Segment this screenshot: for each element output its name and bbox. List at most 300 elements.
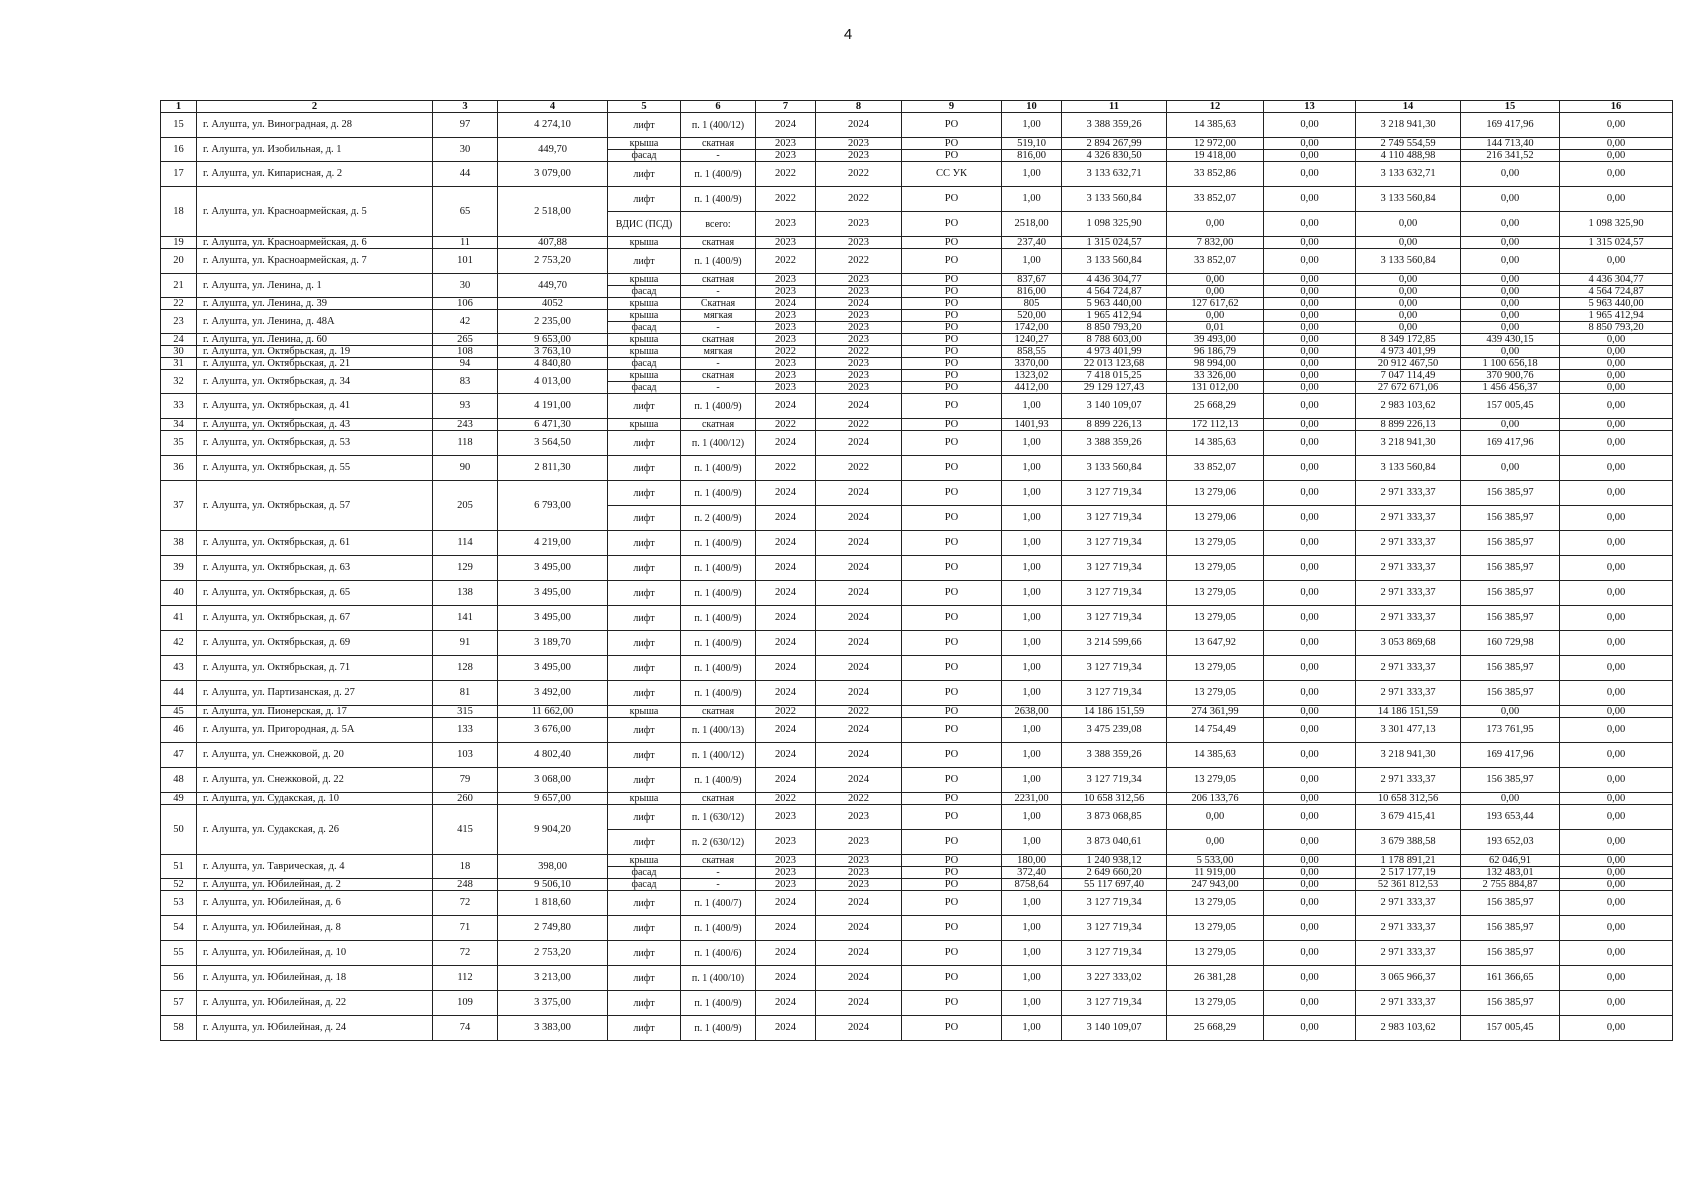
unit-cost: 26 381,28 bbox=[1167, 966, 1264, 991]
other-sources: 0,00 bbox=[1560, 150, 1673, 162]
building-address: г. Алушта, ул. Октябрьская, д. 19 bbox=[197, 346, 433, 358]
plan-year-start: 2024 bbox=[756, 656, 816, 681]
other-sources: 0,00 bbox=[1560, 879, 1673, 891]
budget-share: 0,00 bbox=[1264, 249, 1356, 274]
building-address: г. Алушта, ул. Судакская, д. 26 bbox=[197, 805, 433, 855]
plan-year-start: 2022 bbox=[756, 793, 816, 805]
fund-share: 3 133 560,84 bbox=[1356, 456, 1461, 481]
work-subtype: п. 1 (400/9) bbox=[681, 656, 756, 681]
work-subtype: - bbox=[681, 150, 756, 162]
total-cost: 3 127 719,34 bbox=[1062, 606, 1167, 631]
budget-share: 0,00 bbox=[1264, 334, 1356, 346]
unit-cost: 5 533,00 bbox=[1167, 855, 1264, 867]
budget-share: 0,00 bbox=[1264, 346, 1356, 358]
executor: РО bbox=[902, 706, 1002, 718]
executor: РО bbox=[902, 631, 1002, 656]
residents-count: 118 bbox=[433, 431, 498, 456]
total-cost: 10 658 312,56 bbox=[1062, 793, 1167, 805]
budget-share: 0,00 bbox=[1264, 768, 1356, 793]
total-cost: 3 127 719,34 bbox=[1062, 506, 1167, 531]
volume: 519,10 bbox=[1002, 138, 1062, 150]
work-subtype: п. 1 (400/9) bbox=[681, 681, 756, 706]
other-sources: 0,00 bbox=[1560, 793, 1673, 805]
unit-cost: 33 852,07 bbox=[1167, 249, 1264, 274]
plan-year-end: 2023 bbox=[816, 310, 902, 322]
other-sources: 0,00 bbox=[1560, 830, 1673, 855]
unit-cost: 14 385,63 bbox=[1167, 431, 1264, 456]
unit-cost: 39 493,00 bbox=[1167, 334, 1264, 346]
plan-year-end: 2022 bbox=[816, 793, 902, 805]
table-row bbox=[161, 793, 1673, 805]
executor: РО bbox=[902, 346, 1002, 358]
row-number: 36 bbox=[161, 456, 197, 481]
executor: РО bbox=[902, 656, 1002, 681]
work-type: лифт bbox=[608, 162, 681, 187]
building-area: 3 495,00 bbox=[498, 581, 608, 606]
unit-cost: 127 617,62 bbox=[1167, 298, 1264, 310]
plan-year-start: 2024 bbox=[756, 768, 816, 793]
owners-share: 0,00 bbox=[1461, 346, 1560, 358]
column-number-header bbox=[161, 101, 1673, 113]
fund-share: 2 517 177,19 bbox=[1356, 867, 1461, 879]
plan-year-start: 2023 bbox=[756, 879, 816, 891]
budget-share: 0,00 bbox=[1264, 298, 1356, 310]
total-cost: 3 127 719,34 bbox=[1062, 768, 1167, 793]
plan-year-start: 2024 bbox=[756, 431, 816, 456]
row-number: 20 bbox=[161, 249, 197, 274]
volume: 1,00 bbox=[1002, 681, 1062, 706]
table-row bbox=[161, 531, 1673, 556]
plan-year-start: 2024 bbox=[756, 941, 816, 966]
owners-share: 132 483,01 bbox=[1461, 867, 1560, 879]
owners-share: 0,00 bbox=[1461, 310, 1560, 322]
work-type: лифт bbox=[608, 581, 681, 606]
owners-share: 0,00 bbox=[1461, 237, 1560, 249]
row-number: 16 bbox=[161, 138, 197, 162]
other-sources: 0,00 bbox=[1560, 743, 1673, 768]
residents-count: 205 bbox=[433, 481, 498, 531]
fund-share: 2 983 103,62 bbox=[1356, 394, 1461, 419]
unit-cost: 0,01 bbox=[1167, 322, 1264, 334]
total-cost: 8 899 226,13 bbox=[1062, 419, 1167, 431]
owners-share: 0,00 bbox=[1461, 212, 1560, 237]
total-cost: 29 129 127,43 bbox=[1062, 382, 1167, 394]
plan-year-end: 2024 bbox=[816, 394, 902, 419]
plan-year-start: 2023 bbox=[756, 830, 816, 855]
total-cost: 7 418 015,25 bbox=[1062, 370, 1167, 382]
plan-year-start: 2023 bbox=[756, 237, 816, 249]
unit-cost: 13 279,05 bbox=[1167, 891, 1264, 916]
row-number: 32 bbox=[161, 370, 197, 394]
total-cost: 3 214 599,66 bbox=[1062, 631, 1167, 656]
executor: РО bbox=[902, 419, 1002, 431]
residents-count: 133 bbox=[433, 718, 498, 743]
plan-year-end: 2024 bbox=[816, 768, 902, 793]
budget-share: 0,00 bbox=[1264, 867, 1356, 879]
header-col-13: 13 bbox=[1264, 101, 1356, 113]
budget-share: 0,00 bbox=[1264, 631, 1356, 656]
other-sources: 0,00 bbox=[1560, 481, 1673, 506]
work-type: крыша bbox=[608, 793, 681, 805]
work-type: крыша bbox=[608, 274, 681, 286]
plan-year-end: 2023 bbox=[816, 370, 902, 382]
volume: 1,00 bbox=[1002, 531, 1062, 556]
residents-count: 72 bbox=[433, 891, 498, 916]
work-subtype: п. 1 (400/9) bbox=[681, 456, 756, 481]
plan-year-end: 2022 bbox=[816, 346, 902, 358]
total-cost: 3 475 239,08 bbox=[1062, 718, 1167, 743]
residents-count: 30 bbox=[433, 138, 498, 162]
plan-year-start: 2023 bbox=[756, 322, 816, 334]
building-area: 9 653,00 bbox=[498, 334, 608, 346]
budget-share: 0,00 bbox=[1264, 322, 1356, 334]
table-row bbox=[161, 681, 1673, 706]
fund-share: 3 065 966,37 bbox=[1356, 966, 1461, 991]
executor: РО bbox=[902, 1016, 1002, 1041]
executor: РО bbox=[902, 334, 1002, 346]
budget-share: 0,00 bbox=[1264, 805, 1356, 830]
residents-count: 128 bbox=[433, 656, 498, 681]
owners-share: 157 005,45 bbox=[1461, 1016, 1560, 1041]
building-area: 3 495,00 bbox=[498, 606, 608, 631]
residents-count: 315 bbox=[433, 706, 498, 718]
volume: 1,00 bbox=[1002, 991, 1062, 1016]
table-row bbox=[161, 743, 1673, 768]
row-number: 57 bbox=[161, 991, 197, 1016]
table-row bbox=[161, 187, 1673, 212]
other-sources: 0,00 bbox=[1560, 346, 1673, 358]
table-row bbox=[161, 334, 1673, 346]
row-number: 46 bbox=[161, 718, 197, 743]
fund-share: 3 218 941,30 bbox=[1356, 113, 1461, 138]
row-number: 34 bbox=[161, 419, 197, 431]
plan-year-start: 2023 bbox=[756, 138, 816, 150]
owners-share: 0,00 bbox=[1461, 274, 1560, 286]
owners-share: 156 385,97 bbox=[1461, 481, 1560, 506]
work-type: фасад bbox=[608, 322, 681, 334]
executor: РО bbox=[902, 212, 1002, 237]
volume: 1401,93 bbox=[1002, 419, 1062, 431]
executor: РО bbox=[902, 138, 1002, 150]
work-subtype: - bbox=[681, 286, 756, 298]
other-sources: 0,00 bbox=[1560, 138, 1673, 150]
owners-share: 160 729,98 bbox=[1461, 631, 1560, 656]
residents-count: 109 bbox=[433, 991, 498, 1016]
volume: 2231,00 bbox=[1002, 793, 1062, 805]
work-subtype: п. 1 (400/9) bbox=[681, 1016, 756, 1041]
work-subtype: мягкая bbox=[681, 346, 756, 358]
building-address: г. Алушта, ул. Таврическая, д. 4 bbox=[197, 855, 433, 879]
plan-year-start: 2023 bbox=[756, 358, 816, 370]
table-row bbox=[161, 274, 1673, 286]
residents-count: 114 bbox=[433, 531, 498, 556]
volume: 858,55 bbox=[1002, 346, 1062, 358]
volume: 1,00 bbox=[1002, 606, 1062, 631]
executor: РО bbox=[902, 274, 1002, 286]
volume: 1240,27 bbox=[1002, 334, 1062, 346]
fund-share: 0,00 bbox=[1356, 322, 1461, 334]
budget-share: 0,00 bbox=[1264, 706, 1356, 718]
residents-count: 81 bbox=[433, 681, 498, 706]
building-area: 407,88 bbox=[498, 237, 608, 249]
residents-count: 83 bbox=[433, 370, 498, 394]
plan-year-end: 2024 bbox=[816, 113, 902, 138]
fund-share: 4 110 488,98 bbox=[1356, 150, 1461, 162]
table-row bbox=[161, 162, 1673, 187]
header-col-14: 14 bbox=[1356, 101, 1461, 113]
building-address: г. Алушта, ул. Юбилейная, д. 22 bbox=[197, 991, 433, 1016]
executor: РО bbox=[902, 322, 1002, 334]
table-row bbox=[161, 113, 1673, 138]
work-subtype: - bbox=[681, 382, 756, 394]
building-address: г. Алушта, ул. Октябрьская, д. 65 bbox=[197, 581, 433, 606]
other-sources: 0,00 bbox=[1560, 805, 1673, 830]
plan-year-start: 2023 bbox=[756, 286, 816, 298]
total-cost: 22 013 123,68 bbox=[1062, 358, 1167, 370]
plan-year-start: 2022 bbox=[756, 162, 816, 187]
building-address: г. Алушта, ул. Юбилейная, д. 24 bbox=[197, 1016, 433, 1041]
owners-share: 156 385,97 bbox=[1461, 531, 1560, 556]
table-row bbox=[161, 991, 1673, 1016]
residents-count: 101 bbox=[433, 249, 498, 274]
volume: 1,00 bbox=[1002, 941, 1062, 966]
table-row bbox=[161, 346, 1673, 358]
plan-year-end: 2022 bbox=[816, 456, 902, 481]
table-row bbox=[161, 718, 1673, 743]
other-sources: 1 315 024,57 bbox=[1560, 237, 1673, 249]
volume: 816,00 bbox=[1002, 286, 1062, 298]
total-cost: 3 140 109,07 bbox=[1062, 394, 1167, 419]
owners-share: 193 652,03 bbox=[1461, 830, 1560, 855]
header-col-9: 9 bbox=[902, 101, 1002, 113]
unit-cost: 33 326,00 bbox=[1167, 370, 1264, 382]
building-area: 9 506,10 bbox=[498, 879, 608, 891]
building-address: г. Алушта, ул. Октябрьская, д. 67 bbox=[197, 606, 433, 631]
owners-share: 169 417,96 bbox=[1461, 113, 1560, 138]
work-type: лифт bbox=[608, 891, 681, 916]
residents-count: 11 bbox=[433, 237, 498, 249]
work-subtype: п. 1 (400/9) bbox=[681, 916, 756, 941]
other-sources: 0,00 bbox=[1560, 249, 1673, 274]
owners-share: 1 456 456,37 bbox=[1461, 382, 1560, 394]
plan-year-start: 2023 bbox=[756, 867, 816, 879]
unit-cost: 25 668,29 bbox=[1167, 394, 1264, 419]
volume: 1,00 bbox=[1002, 743, 1062, 768]
work-subtype: п. 1 (400/9) bbox=[681, 768, 756, 793]
fund-share: 3 133 560,84 bbox=[1356, 187, 1461, 212]
row-number: 40 bbox=[161, 581, 197, 606]
work-type: лифт bbox=[608, 506, 681, 531]
work-type: лифт bbox=[608, 187, 681, 212]
executor: РО bbox=[902, 916, 1002, 941]
plan-year-end: 2022 bbox=[816, 162, 902, 187]
header-col-11: 11 bbox=[1062, 101, 1167, 113]
building-address: г. Алушта, ул. Снежковой, д. 20 bbox=[197, 743, 433, 768]
table-row bbox=[161, 631, 1673, 656]
row-number: 21 bbox=[161, 274, 197, 298]
owners-share: 0,00 bbox=[1461, 419, 1560, 431]
plan-year-end: 2024 bbox=[816, 1016, 902, 1041]
executor: РО bbox=[902, 370, 1002, 382]
fund-share: 3 218 941,30 bbox=[1356, 431, 1461, 456]
budget-share: 0,00 bbox=[1264, 531, 1356, 556]
table-row bbox=[161, 941, 1673, 966]
plan-year-end: 2024 bbox=[816, 431, 902, 456]
unit-cost: 13 279,05 bbox=[1167, 556, 1264, 581]
total-cost: 3 127 719,34 bbox=[1062, 556, 1167, 581]
fund-share: 3 218 941,30 bbox=[1356, 743, 1461, 768]
volume: 1,00 bbox=[1002, 456, 1062, 481]
row-number: 23 bbox=[161, 310, 197, 334]
work-type: лифт bbox=[608, 941, 681, 966]
fund-share: 2 971 333,37 bbox=[1356, 656, 1461, 681]
building-area: 3 213,00 bbox=[498, 966, 608, 991]
fund-share: 52 361 812,53 bbox=[1356, 879, 1461, 891]
owners-share: 156 385,97 bbox=[1461, 681, 1560, 706]
owners-share: 161 366,65 bbox=[1461, 966, 1560, 991]
table-row bbox=[161, 431, 1673, 456]
unit-cost: 98 994,00 bbox=[1167, 358, 1264, 370]
row-number: 33 bbox=[161, 394, 197, 419]
work-type: лифт bbox=[608, 249, 681, 274]
other-sources: 0,00 bbox=[1560, 941, 1673, 966]
owners-share: 0,00 bbox=[1461, 187, 1560, 212]
total-cost: 3 227 333,02 bbox=[1062, 966, 1167, 991]
volume: 1,00 bbox=[1002, 431, 1062, 456]
unit-cost: 7 832,00 bbox=[1167, 237, 1264, 249]
residents-count: 108 bbox=[433, 346, 498, 358]
work-type: лифт bbox=[608, 1016, 681, 1041]
building-address: г. Алушта, ул. Пионерская, д. 17 bbox=[197, 706, 433, 718]
other-sources: 0,00 bbox=[1560, 966, 1673, 991]
residents-count: 18 bbox=[433, 855, 498, 879]
work-type: лифт bbox=[608, 113, 681, 138]
work-subtype: п. 1 (400/9) bbox=[681, 249, 756, 274]
work-subtype: п. 1 (400/9) bbox=[681, 631, 756, 656]
header-col-8: 8 bbox=[816, 101, 902, 113]
work-subtype: - bbox=[681, 322, 756, 334]
fund-share: 3 053 869,68 bbox=[1356, 631, 1461, 656]
executor: РО bbox=[902, 310, 1002, 322]
plan-year-start: 2024 bbox=[756, 506, 816, 531]
executor: РО bbox=[902, 556, 1002, 581]
fund-share: 2 749 554,59 bbox=[1356, 138, 1461, 150]
work-type: лифт bbox=[608, 830, 681, 855]
residents-count: 129 bbox=[433, 556, 498, 581]
fund-share: 7 047 114,49 bbox=[1356, 370, 1461, 382]
total-cost: 3 127 719,34 bbox=[1062, 916, 1167, 941]
plan-year-end: 2023 bbox=[816, 334, 902, 346]
total-cost: 3 127 719,34 bbox=[1062, 581, 1167, 606]
unit-cost: 33 852,07 bbox=[1167, 187, 1264, 212]
owners-share: 169 417,96 bbox=[1461, 431, 1560, 456]
table-row bbox=[161, 370, 1673, 382]
budget-share: 0,00 bbox=[1264, 743, 1356, 768]
plan-year-end: 2023 bbox=[816, 237, 902, 249]
building-address: г. Алушта, ул. Октябрьская, д. 57 bbox=[197, 481, 433, 531]
building-area: 1 818,60 bbox=[498, 891, 608, 916]
table-row bbox=[161, 805, 1673, 830]
plan-year-end: 2024 bbox=[816, 916, 902, 941]
building-area: 6 793,00 bbox=[498, 481, 608, 531]
work-subtype: п. 1 (400/9) bbox=[681, 606, 756, 631]
row-number: 24 bbox=[161, 334, 197, 346]
row-number: 17 bbox=[161, 162, 197, 187]
unit-cost: 33 852,07 bbox=[1167, 456, 1264, 481]
row-number: 56 bbox=[161, 966, 197, 991]
unit-cost: 13 647,92 bbox=[1167, 631, 1264, 656]
row-number: 51 bbox=[161, 855, 197, 879]
budget-share: 0,00 bbox=[1264, 506, 1356, 531]
plan-year-start: 2024 bbox=[756, 556, 816, 581]
fund-share: 27 672 671,06 bbox=[1356, 382, 1461, 394]
plan-year-start: 2024 bbox=[756, 681, 816, 706]
owners-share: 156 385,97 bbox=[1461, 606, 1560, 631]
unit-cost: 12 972,00 bbox=[1167, 138, 1264, 150]
work-subtype: скатная bbox=[681, 793, 756, 805]
other-sources: 0,00 bbox=[1560, 916, 1673, 941]
building-address: г. Алушта, ул. Октябрьская, д. 61 bbox=[197, 531, 433, 556]
work-subtype: скатная bbox=[681, 706, 756, 718]
residents-count: 138 bbox=[433, 581, 498, 606]
executor: РО bbox=[902, 867, 1002, 879]
other-sources: 4 436 304,77 bbox=[1560, 274, 1673, 286]
budget-share: 0,00 bbox=[1264, 991, 1356, 1016]
executor: РО bbox=[902, 581, 1002, 606]
fund-share: 2 971 333,37 bbox=[1356, 916, 1461, 941]
building-area: 11 662,00 bbox=[498, 706, 608, 718]
plan-year-end: 2024 bbox=[816, 556, 902, 581]
work-type: лифт bbox=[608, 481, 681, 506]
capital-repair-table bbox=[160, 100, 1673, 1041]
table-row bbox=[161, 606, 1673, 631]
other-sources: 0,00 bbox=[1560, 991, 1673, 1016]
executor: РО bbox=[902, 768, 1002, 793]
total-cost: 3 388 359,26 bbox=[1062, 113, 1167, 138]
row-number: 39 bbox=[161, 556, 197, 581]
building-area: 4 013,00 bbox=[498, 370, 608, 394]
work-type: лифт bbox=[608, 743, 681, 768]
budget-share: 0,00 bbox=[1264, 162, 1356, 187]
executor: РО bbox=[902, 456, 1002, 481]
unit-cost: 11 919,00 bbox=[1167, 867, 1264, 879]
total-cost: 1 098 325,90 bbox=[1062, 212, 1167, 237]
unit-cost: 14 385,63 bbox=[1167, 113, 1264, 138]
row-number: 31 bbox=[161, 358, 197, 370]
owners-share: 173 761,95 bbox=[1461, 718, 1560, 743]
work-type: лифт bbox=[608, 394, 681, 419]
work-type: лифт bbox=[608, 606, 681, 631]
table-row bbox=[161, 249, 1673, 274]
fund-share: 2 971 333,37 bbox=[1356, 481, 1461, 506]
building-address: г. Алушта, ул. Юбилейная, д. 8 bbox=[197, 916, 433, 941]
work-type: лифт bbox=[608, 966, 681, 991]
other-sources: 0,00 bbox=[1560, 382, 1673, 394]
other-sources: 0,00 bbox=[1560, 681, 1673, 706]
work-subtype: всего: bbox=[681, 212, 756, 237]
executor: РО bbox=[902, 298, 1002, 310]
work-subtype: п. 1 (400/9) bbox=[681, 162, 756, 187]
residents-count: 42 bbox=[433, 310, 498, 334]
other-sources: 0,00 bbox=[1560, 1016, 1673, 1041]
executor: РО bbox=[902, 187, 1002, 212]
plan-year-end: 2022 bbox=[816, 187, 902, 212]
plan-year-end: 2024 bbox=[816, 966, 902, 991]
other-sources: 0,00 bbox=[1560, 506, 1673, 531]
table-row bbox=[161, 237, 1673, 249]
table-row bbox=[161, 656, 1673, 681]
executor: РО bbox=[902, 891, 1002, 916]
